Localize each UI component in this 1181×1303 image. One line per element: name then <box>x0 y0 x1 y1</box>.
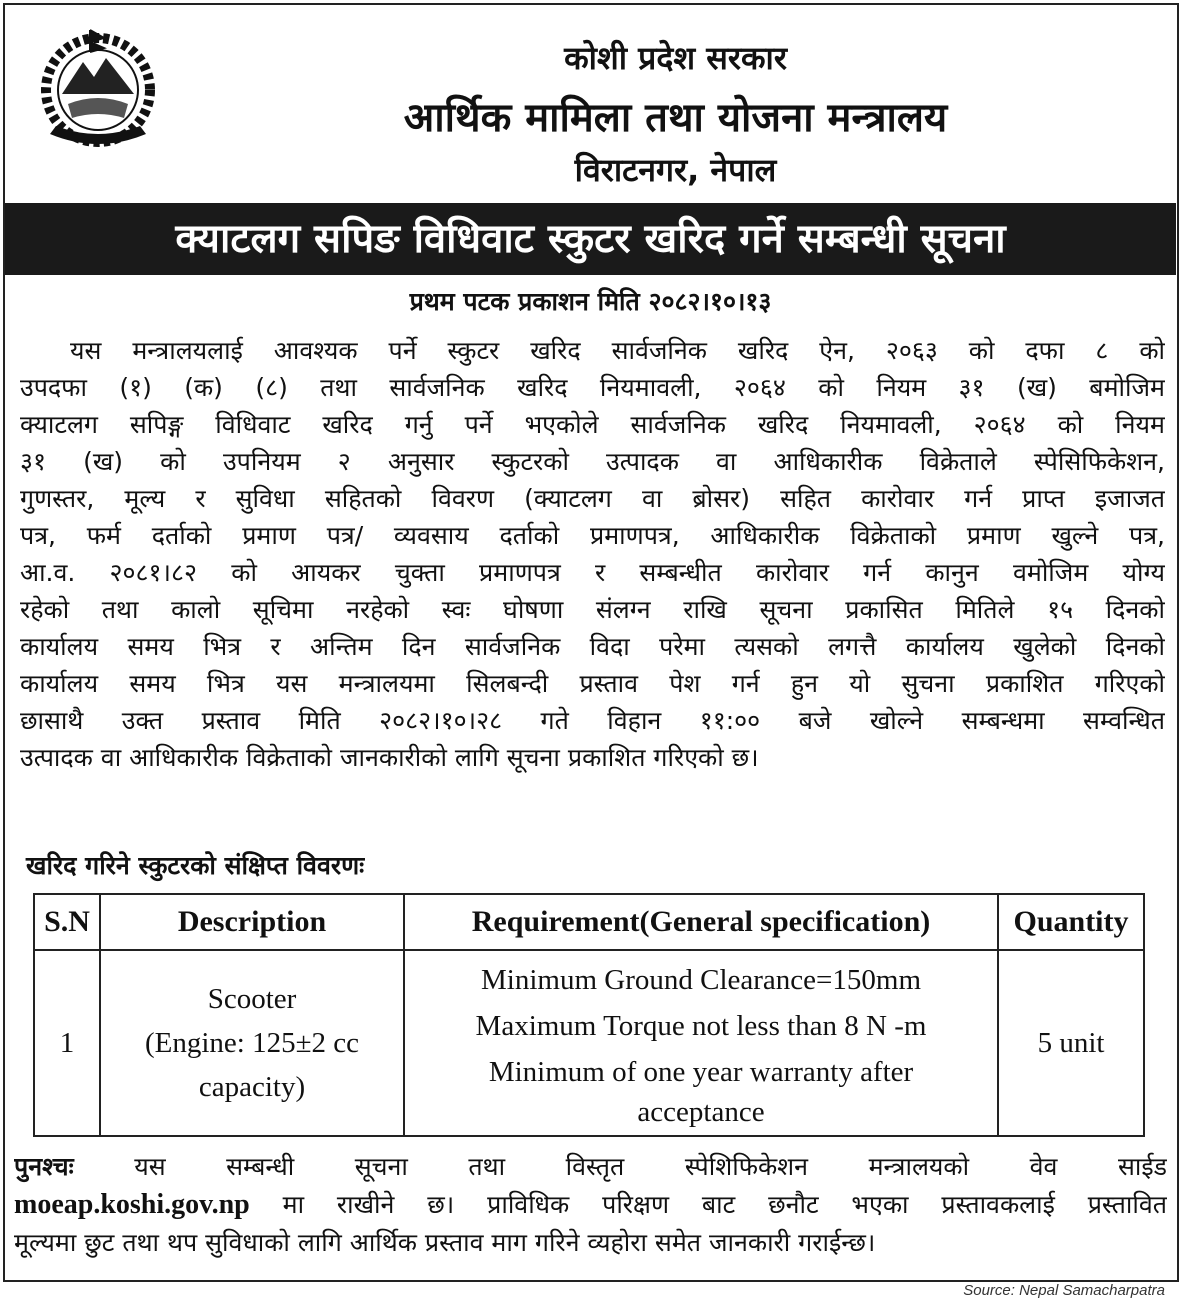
body-line: ३१ (ख) को उपनियम २ अनुसार स्कुटरको उत्पादक वा आधिकारीक विक्रेताले स्पेसिफिकेशन, <box>20 447 1165 476</box>
description-line: capacity) <box>198 1071 306 1103</box>
body-line: गुणस्तर, मूल्य र सुविधा सहितको विवरण (क्याटलग वा ब्रोसर) सहित कारोवार गर्न प्राप्त इजाजत <box>20 484 1165 513</box>
table-header-row <box>34 894 1144 950</box>
header-sn: S.N <box>34 894 100 950</box>
postscript-label: पुनश्चः <box>14 1152 74 1181</box>
body-line: उपदफा (१) (क) (८) तथा सार्वजनिक खरिद नियमावली, २०६४ को नियम ३१ (ख) बमोजिम <box>20 373 1165 402</box>
requirement-line: Maximum Torque not less than 8 N -m <box>475 1010 927 1042</box>
body-line: पत्र, फर्म दर्ताको प्रमाण पत्र/ व्यवसाय दर्ताको प्रमाणपत्र, आधिकारीक विक्रेताको प्रमाण खुल्ने पत्र, <box>20 521 1165 550</box>
header-requirement: Requirement(General specification) <box>404 894 998 950</box>
cell-description <box>100 950 404 1136</box>
requirement-line: acceptance <box>637 1096 765 1128</box>
summary-heading: खरिद गरिने स्कुटरको संक्षिप्त विवरणः <box>26 851 365 880</box>
location-title: विराटनगर, नेपाल <box>574 151 777 189</box>
postscript-line <box>14 1148 1167 1186</box>
body-line: क्याटलग सपिङ्ग विधिवाट खरिद गर्नु पर्ने भएकोले सार्वजनिक खरिद नियमावली, २०६४ को नियम <box>20 410 1165 439</box>
specification-table <box>33 893 1145 1137</box>
requirement-line: Minimum Ground Clearance=150mm <box>481 964 921 996</box>
notice-body <box>20 332 1165 776</box>
postscript <box>14 1148 1167 1262</box>
notice-title-banner: क्याटलग सपिङ विधिवाट स्कुटर खरिद गर्ने सम्बन्धी सूचना <box>5 203 1176 275</box>
government-emblem-icon <box>28 22 168 152</box>
cell-quantity: 5 unit <box>998 950 1144 1136</box>
postscript-line: मूल्यमा छुट तथा थप सुविधाको लागि आर्थिक प्रस्ताव माग गरिने व्यहोरा समेत जानकारी गराईन्छ। <box>14 1228 876 1257</box>
postscript-line <box>14 1186 1167 1224</box>
source-credit: Source: Nepal Samacharpatra <box>963 1282 1165 1299</box>
cell-requirement <box>404 950 998 1136</box>
province-government-title: कोशी प्रदेश सरकार <box>564 39 787 77</box>
body-line: कार्यालय समय भित्र यस मन्त्रालयमा सिलबन्दी प्रस्ताव पेश गर्न हुन यो सुचना प्रकाशित गरिएको <box>20 669 1165 698</box>
cell-sn: 1 <box>34 950 100 1136</box>
body-line: यस मन्त्रालयलाई आवश्यक पर्ने स्कुटर खरिद सार्वजनिक खरिद ऐन, २०६३ को दफा ८ को <box>70 336 1165 365</box>
body-line: आ.व. २०८१।८२ को आयकर चुक्ता प्रमाणपत्र र सम्बन्धीत कारोवार गर्न कानुन वमोजिम योग्य <box>20 558 1165 587</box>
description-line: Scooter <box>207 983 297 1015</box>
table-row <box>34 950 1144 1136</box>
header-quantity: Quantity <box>998 894 1144 950</box>
postscript-text: यस सम्बन्धी सूचना तथा विस्तृत स्पेशिफिकेशन मन्त्रालयको वेव साईड <box>134 1152 1167 1181</box>
body-line: छासाथै उक्त प्रस्ताव मिति २०८२।१०।२८ गते विहान ११:०० बजे खोल्ने सम्बन्धमा सम्वन्धित <box>20 706 1165 735</box>
header-description: Description <box>100 894 404 950</box>
publication-date: प्रथम पटक प्रकाशन मिति २०८२।१०।१३ <box>409 287 772 316</box>
body-line: रहेको तथा कालो सूचिमा नरहेको स्वः घोषणा संलग्न राखि सूचना प्रकासित मितिले १५ दिनको <box>20 595 1165 624</box>
website-url: moeap.koshi.gov.np <box>14 1189 250 1220</box>
body-line: उत्पादक वा आधिकारीक विक्रेताको जानकारीको लागि सूचना प्रकाशित गरिएको छ। <box>20 743 759 772</box>
ministry-title: आर्थिक मामिला तथा योजना मन्त्रालय <box>403 95 948 141</box>
requirement-line: Minimum of one year warranty after <box>488 1056 914 1088</box>
description-line: (Engine: 125±2 cc <box>144 1027 360 1059</box>
postscript-text: मा राखीने छ। प्राविधिक परिक्षण बाट छनौट भएका प्रस्तावकलाई प्रस्तावित <box>282 1190 1167 1219</box>
body-line: कार्यालय समय भित्र र अन्तिम दिन सार्वजनिक विदा परेमा त्यसको लगत्तै कार्यालय खुलेको दिनको <box>20 632 1165 661</box>
